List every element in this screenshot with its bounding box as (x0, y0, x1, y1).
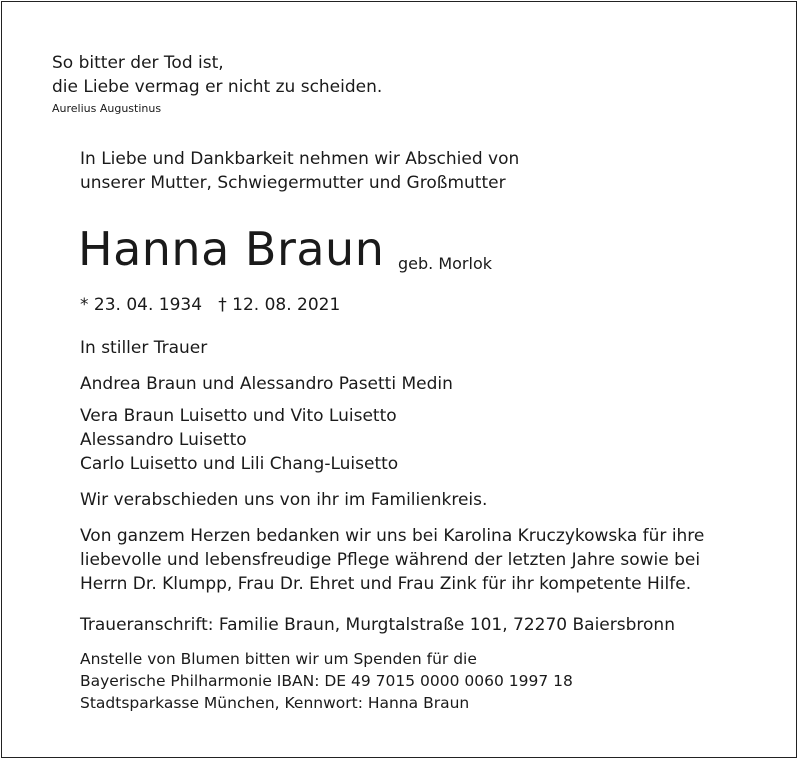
donation-line-3: Stadtsparkasse München, Kennwort: Hanna Braun (80, 694, 470, 712)
mourner-line: Alessandro Luisetto (80, 430, 247, 450)
intro-line-2: unserer Mutter, Schwiegermutter und Großmutter (80, 173, 506, 193)
thanks-line-1: Von ganzem Herzen bedanken wir uns bei Karolina Kruczykowska für ihre (80, 526, 705, 546)
life-dates: * 23. 04. 1934 † 12. 08. 2021 (80, 295, 341, 315)
mourner-line: Carlo Luisetto und Lili Chang-Luisetto (80, 454, 399, 474)
mourner-line: Vera Braun Luisetto und Vito Luisetto (80, 406, 397, 426)
mourning-address: Traueranschrift: Familie Braun, Murgtalstraße 101, 72270 Baiersbronn (80, 615, 675, 635)
quote-line-2: die Liebe vermag er nicht zu scheiden. (52, 77, 383, 97)
mourners-heading: In stiller Trauer (80, 338, 208, 358)
donation-line-2: Bayerische Philharmonie IBAN: DE 49 7015 0000 0060 1997 18 (80, 672, 573, 690)
quote-line-1: So bitter der Tod ist, (52, 53, 224, 73)
mourner-line: Andrea Braun und Alessandro Pasetti Medin (80, 374, 453, 394)
donation-line-1: Anstelle von Blumen bitten wir um Spenden für die (80, 650, 477, 668)
thanks-line-3: Herrn Dr. Klumpp, Frau Dr. Ehret und Frau Zink für ihr kompetente Hilfe. (80, 574, 692, 594)
quote-author: Aurelius Augustinus (52, 102, 162, 115)
thanks-line-2: liebevolle und lebensfreudige Pflege während der letzten Jahre sowie bei (80, 550, 701, 570)
farewell-text: Wir verabschieden uns von ihr im Familienkreis. (80, 490, 488, 510)
deceased-name: Hanna Braun (78, 222, 385, 276)
maiden-name: geb. Morlok (398, 254, 492, 273)
intro-line-1: In Liebe und Dankbarkeit nehmen wir Abschied von (80, 149, 520, 169)
